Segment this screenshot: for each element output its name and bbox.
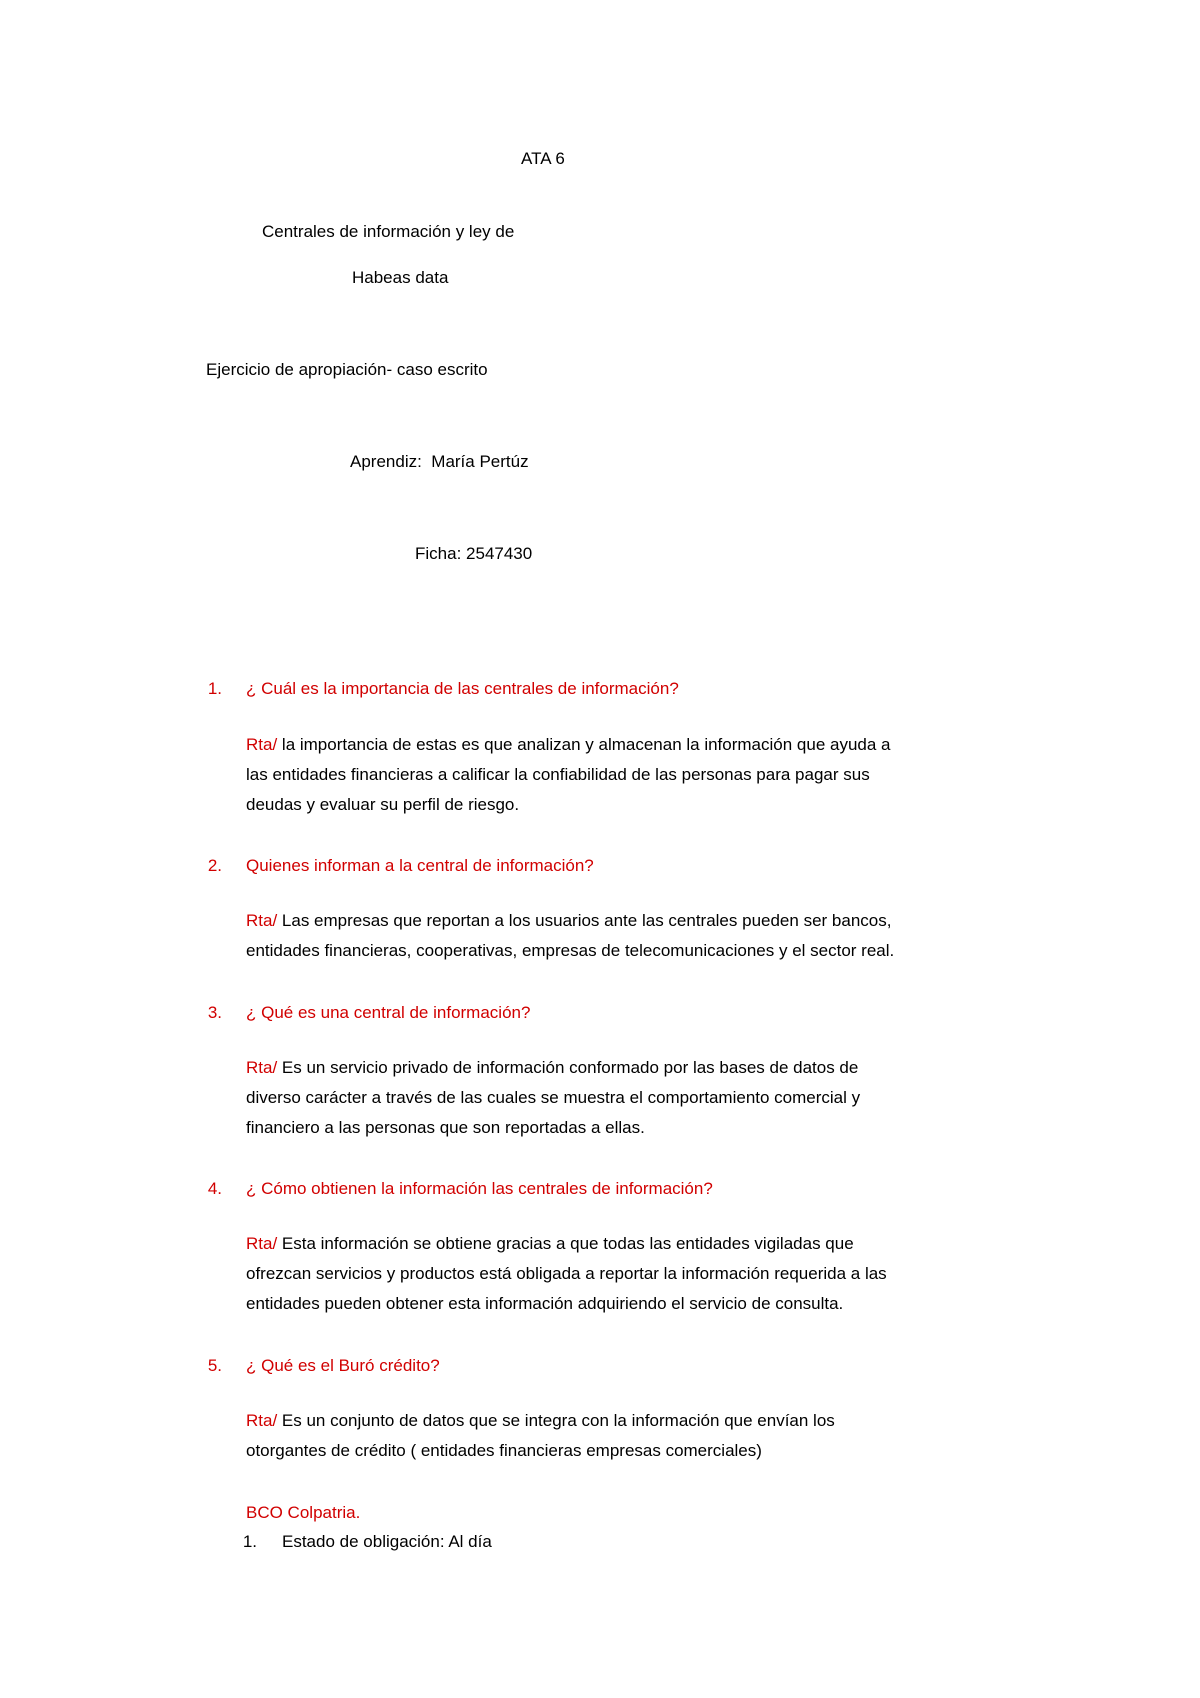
document-title-line1: Centrales de información y ley de: [262, 222, 515, 241]
answer-block: [246, 730, 891, 820]
answer-line: Las empresas que reportan a los usuarios ante las centrales pueden ser bancos,: [277, 911, 892, 930]
answer-block: [246, 1053, 860, 1143]
answer-line: ofrezcan servicios y productos está obligada a reportar la información requerida a las: [246, 1264, 887, 1283]
ficha-number: 2547430: [466, 544, 533, 563]
question-text: ¿ Qué es una central de información?: [246, 1003, 531, 1022]
rta-label: Rta/: [246, 1411, 278, 1430]
answer-line: entidades pueden obtener esta información adquiriendo el servicio de consulta.: [246, 1294, 844, 1313]
answer-line: Es un servicio privado de información conformado por las bases de datos de: [277, 1058, 859, 1077]
question-number: 4.: [207, 1179, 222, 1198]
rta-label: Rta/: [246, 1058, 278, 1077]
answer-line: Esta información se obtiene gracias a que todas las entidades vigiladas que: [277, 1234, 854, 1253]
ficha-label: Ficha:: [415, 544, 462, 563]
question-number: 1.: [207, 679, 222, 698]
bank-item-text: Estado de obligación: Al día: [282, 1532, 492, 1551]
answer-line: otorgantes de crédito ( entidades financieras empresas comerciales): [246, 1441, 762, 1460]
rta-label: Rta/: [246, 911, 278, 930]
answer-line: las entidades financieras a calificar la confiabilidad de las personas para pagar sus: [246, 765, 870, 784]
question-number: 5.: [207, 1356, 222, 1375]
question-text: ¿ Cómo obtienen la información las centrales de información?: [246, 1179, 713, 1198]
question-number: 3.: [207, 1003, 222, 1022]
document-title-line2: Habeas data: [352, 268, 449, 287]
ficha-line: [415, 543, 532, 565]
question-text: ¿ Qué es el Buró crédito?: [246, 1356, 440, 1375]
learner-label: Aprendiz:: [350, 452, 422, 471]
answer-line: financiero a las personas que son reportadas a ellas.: [246, 1118, 645, 1137]
bank-name: BCO Colpatria.: [246, 1503, 361, 1522]
answer-line: entidades financieras, cooperativas, empresas de telecomunicaciones y el sector real.: [246, 941, 895, 960]
rta-label: Rta/: [246, 1234, 278, 1253]
answer-line: deudas y evaluar su perfil de riesgo.: [246, 795, 520, 814]
answer-line: la importancia de estas es que analizan y almacenan la información que ayuda a: [277, 735, 891, 754]
document-code: ATA 6: [521, 149, 565, 168]
question-number: 2.: [207, 856, 222, 875]
document-subtitle: Ejercicio de apropiación- caso escrito: [206, 360, 488, 379]
answer-block: [246, 906, 894, 966]
bank-item-number: 1.: [242, 1532, 257, 1551]
answer-line: Es un conjunto de datos que se integra con la información que envían los: [277, 1411, 835, 1430]
answer-block: [246, 1406, 835, 1466]
question-text: ¿ Cuál es la importancia de las centrales de información?: [246, 679, 679, 698]
answer-line: diverso carácter a través de las cuales se muestra el comportamiento comercial y: [246, 1088, 861, 1107]
learner-name: María Pertúz: [431, 452, 529, 471]
learner-line: [350, 451, 529, 473]
rta-label: Rta/: [246, 735, 278, 754]
answer-block: [246, 1229, 887, 1319]
question-text: Quienes informan a la central de información?: [246, 856, 594, 875]
